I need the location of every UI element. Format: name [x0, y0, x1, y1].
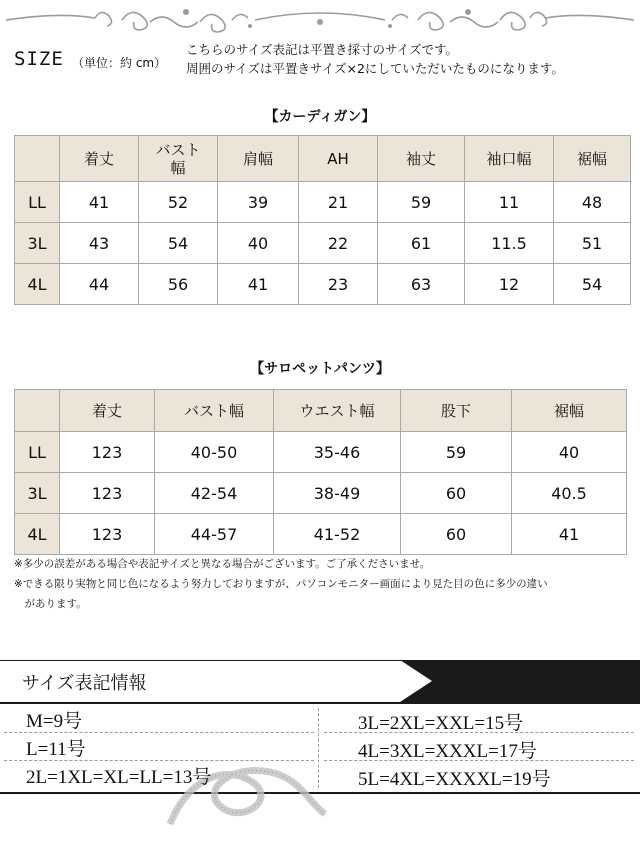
column-header: 着丈	[60, 136, 139, 182]
table-cell: 22	[299, 223, 378, 264]
table-cell: 60	[401, 473, 512, 514]
table-cell: 54	[139, 223, 218, 264]
table-cell: 54	[554, 264, 631, 305]
table-cell: 59	[401, 432, 512, 473]
row-header: 4L	[15, 264, 60, 305]
table-cell: 60	[401, 514, 512, 555]
top-rule	[0, 660, 640, 661]
table-cell: 11.5	[465, 223, 554, 264]
size-equivalence: L=11号	[26, 739, 86, 760]
measurement-note-line: 周囲のサイズは平置きサイズ×2にしていただいたものになります。	[186, 61, 564, 76]
ornament-divider	[0, 0, 640, 34]
table-cell: 39	[218, 182, 299, 223]
note-line: ※できる限り実物と同じ色になるよう努力しておりますが、パソコンモニター画面により見た目の色に多少の違い	[14, 578, 548, 590]
table-cell: 23	[299, 264, 378, 305]
size-equivalence: 2L=1XL=XL=LL=13号	[26, 767, 212, 788]
table-cell: 61	[378, 223, 465, 264]
row-header: 3L	[15, 473, 60, 514]
table-cell: 41-52	[274, 514, 401, 555]
size-equivalence-grid	[0, 702, 640, 794]
table-cell: 35-46	[274, 432, 401, 473]
table-cell: 38-49	[274, 473, 401, 514]
column-header: 袖口幅	[465, 136, 554, 182]
pants-size-table	[14, 389, 627, 555]
column-header: 裾幅	[512, 390, 627, 432]
table-cell: 51	[554, 223, 631, 264]
size-info-title: サイズ表記情報	[22, 673, 147, 694]
table-cell: 59	[378, 182, 465, 223]
table-cell: 52	[139, 182, 218, 223]
table-cell: 63	[378, 264, 465, 305]
table-row	[15, 473, 627, 514]
pants-title: 【サロペットパンツ】	[250, 361, 390, 377]
table-cell: 123	[60, 432, 155, 473]
note-line: があります。	[14, 598, 87, 610]
measurement-note	[186, 40, 564, 78]
measurement-note-line: こちらのサイズ表記は平置き採寸のサイズです。	[186, 42, 459, 57]
size-equivalence: 5L=4XL=XXXXL=19号	[358, 769, 551, 790]
corner-cell	[15, 136, 60, 182]
column-header: 着丈	[60, 390, 155, 432]
column-header: ウエスト幅	[274, 390, 401, 432]
size-equivalence: 3L=2XL=XXL=15号	[358, 713, 524, 734]
column-header: 袖丈	[378, 136, 465, 182]
table-cell: 11	[465, 182, 554, 223]
row-header: 4L	[15, 514, 60, 555]
table-cell: 123	[60, 514, 155, 555]
size-equivalence: M=9号	[26, 711, 83, 732]
table-row	[15, 264, 631, 305]
table-cell: 41	[60, 182, 139, 223]
note-line: ※多少の誤差がある場合や表記サイズと異なる場合がございます。ご了承くださいませ。	[14, 558, 431, 570]
table-cell: 40	[512, 432, 627, 473]
column-header: バスト幅	[155, 390, 274, 432]
size-header	[14, 40, 634, 80]
table-cell: 48	[554, 182, 631, 223]
table-cell: 44-57	[155, 514, 274, 555]
table-cell: 12	[465, 264, 554, 305]
size-label: SIZE	[14, 48, 64, 70]
table-row	[15, 514, 627, 555]
column-header: 股下	[401, 390, 512, 432]
table-cell: 56	[139, 264, 218, 305]
cardigan-title: 【カーディガン】	[264, 109, 376, 125]
arrow-shape	[400, 660, 432, 702]
size-equivalence: 4L=3XL=XXXL=17号	[358, 741, 537, 762]
column-header: 裾幅	[554, 136, 631, 182]
row-header: LL	[15, 182, 60, 223]
unit-label: （単位：約 cm）	[72, 56, 167, 70]
row-header: 3L	[15, 223, 60, 264]
column-header: 肩幅	[218, 136, 299, 182]
table-cell: 41	[218, 264, 299, 305]
table-cell: 123	[60, 473, 155, 514]
table-cell: 41	[512, 514, 627, 555]
table-cell: 40	[218, 223, 299, 264]
cardigan-size-table	[14, 135, 631, 305]
disclaimer-notes	[14, 554, 634, 614]
table-row	[15, 182, 631, 223]
column-header: AH	[299, 136, 378, 182]
table-cell: 43	[60, 223, 139, 264]
table-cell: 44	[60, 264, 139, 305]
row-header: LL	[15, 432, 60, 473]
table-header-row	[15, 390, 627, 432]
table-row	[15, 223, 631, 264]
table-cell: 40-50	[155, 432, 274, 473]
table-header-row	[15, 136, 631, 182]
table-cell: 40.5	[512, 473, 627, 514]
table-cell: 42-54	[155, 473, 274, 514]
corner-cell	[15, 390, 60, 432]
table-row	[15, 432, 627, 473]
column-header: バスト 幅	[139, 136, 218, 182]
table-cell: 21	[299, 182, 378, 223]
